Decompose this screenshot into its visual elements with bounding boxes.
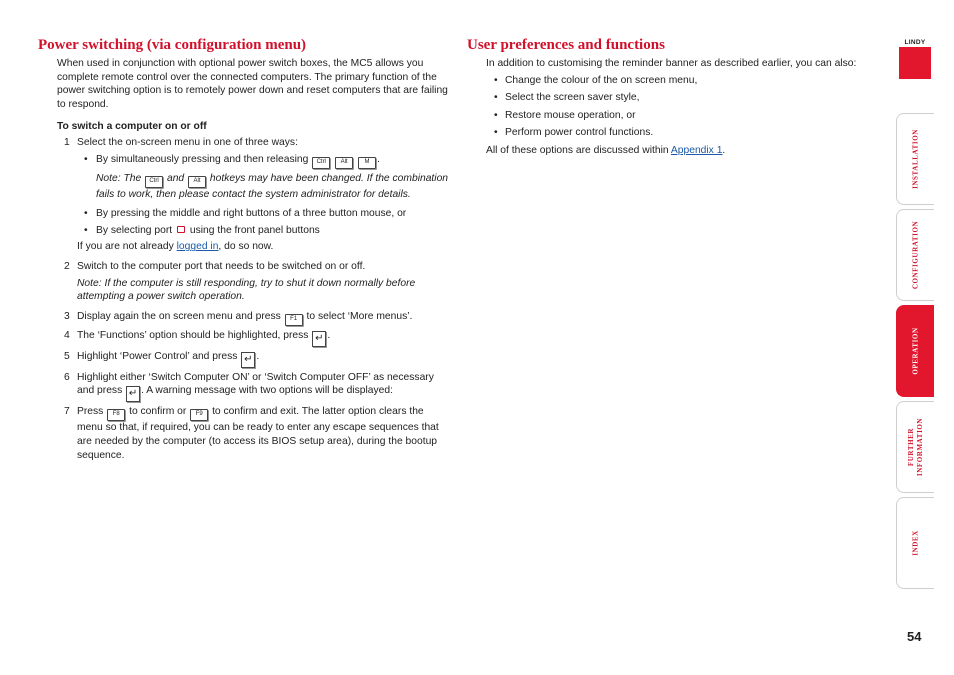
enter-key-icon: ↵ xyxy=(312,331,326,347)
step-4: 4 The ‘Functions’ option should be highlighted, press ↵ . xyxy=(38,329,450,347)
tab-installation[interactable]: INSTALLATION xyxy=(896,113,934,205)
tab-operation[interactable]: OPERATION xyxy=(896,305,934,397)
lindy-logo xyxy=(899,38,931,80)
bullet-mouse: • By pressing the middle and right buttons of a three button mouse, or xyxy=(38,207,450,221)
step-7: 7 Press F8 to confirm or F9 to confirm and exit. The latter option clears the menu so that, if required, you can be ready to enter any escape sequences that are needed by the computer (to access its BIOS setup area), during the bootup sequence. xyxy=(64,406,439,461)
right-column xyxy=(467,36,862,161)
bullet-hotkeys: • By simultaneously pressing and then releasing Ctrl Alt M . xyxy=(38,153,450,169)
tab-configuration[interactable]: CONFIGURATION xyxy=(896,209,934,301)
sub-heading: To switch a computer on or off xyxy=(57,121,207,133)
step-2: 2 Switch to the computer port that needs to be switched on or off. xyxy=(64,260,366,272)
alt-key-icon: Alt xyxy=(335,157,353,169)
logged-in-line: If you are not already logged in, do so now. xyxy=(77,241,274,253)
list-item: • Change the colour of the on screen menu, xyxy=(467,74,862,88)
list-item: • Perform power control functions. xyxy=(467,126,862,140)
section-title-user-preferences: User preferences and functions xyxy=(467,37,665,53)
page-number: 54 xyxy=(907,629,922,644)
bullet-front-panel: • By selecting port using the front panel buttons xyxy=(38,224,450,238)
f8-key-icon: F8 xyxy=(107,409,125,421)
f1-key-icon: F1 xyxy=(285,314,303,326)
appendix-link[interactable]: Appendix 1 xyxy=(670,144,723,156)
step-1: 1 Select the on-screen menu in one of three ways: xyxy=(64,136,298,148)
step-3: 3 Display again the on screen menu and press F1 to select ‘More menus’. xyxy=(38,310,450,326)
left-column xyxy=(38,36,450,465)
intro-paragraph: When used in conjunction with optional power switch boxes, the MC5 allows you complete remote control over the connected computers. The primary function of the power switching option is to remotely power down and reset computers that are failing to respond. xyxy=(57,58,448,110)
enter-key-icon: ↵ xyxy=(126,386,140,402)
port-icon xyxy=(177,226,185,233)
right-outro: All of these options are discussed within Appendix 1. xyxy=(486,144,726,156)
enter-key-icon: ↵ xyxy=(241,352,255,368)
ctrl-key-icon: Ctrl xyxy=(312,157,330,169)
list-item: • Restore mouse operation, or xyxy=(467,109,862,123)
logged-in-link[interactable]: logged in xyxy=(176,241,219,253)
step-6: 6 Highlight either ‘Switch Computer ON’ or ‘Switch Computer OFF’ as necessary and press ↵ . A warning message with two options will be displayed: xyxy=(38,371,450,403)
ctrl-key-icon: Ctrl xyxy=(145,176,163,188)
tab-index[interactable]: INDEX xyxy=(896,497,934,589)
note-hotkeys: Note: The Ctrl and Alt hotkeys may have been changed. If the combination fails to work, then please contact the system administrator for details. xyxy=(96,172,449,200)
logo-text: LINDY xyxy=(904,39,926,46)
logo-box xyxy=(899,47,931,79)
step-5: 5 Highlight ‘Power Control’ and press ↵ . xyxy=(38,350,450,368)
tab-further-information[interactable]: FURTHER INFORMATION xyxy=(896,401,934,493)
list-item: • Select the screen saver style, xyxy=(467,91,862,105)
f9-key-icon: F9 xyxy=(190,409,208,421)
section-title-power-switching: Power switching (via configuration menu) xyxy=(38,37,307,53)
note-shutdown: Note: If the computer is still responding, try to shut it down normally before attempting a power switch operation. xyxy=(77,277,416,303)
alt-key-icon: Alt xyxy=(188,176,206,188)
right-intro: In addition to customising the reminder banner as described earlier, you can also: xyxy=(486,58,857,69)
m-key-icon: M xyxy=(358,157,376,169)
